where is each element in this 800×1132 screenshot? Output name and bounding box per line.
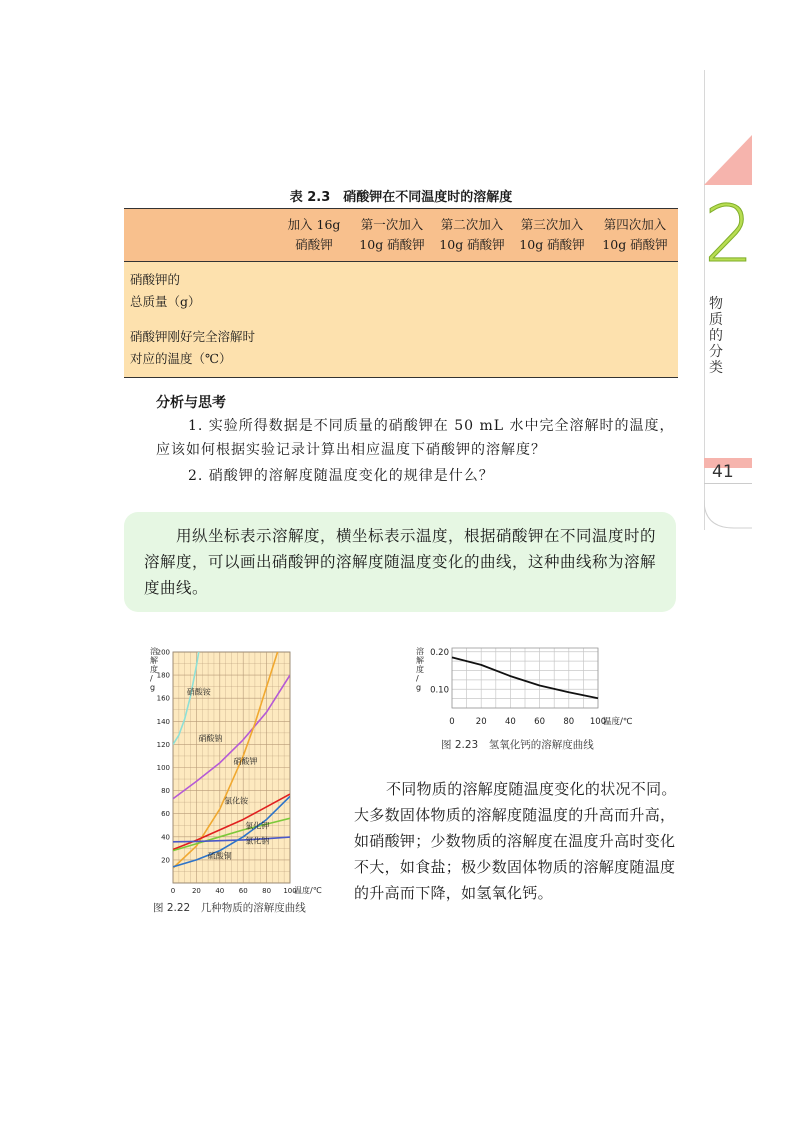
curve-label: 硫酸铜 (207, 851, 232, 861)
table-cell (512, 262, 592, 320)
table-header-cell: 第四次加入 10g 硝酸钾 (602, 217, 668, 252)
figure-caption: 图 2.22 几种物质的溶解度曲线 (153, 902, 306, 914)
table-caption: 表 2.3 硝酸钾在不同温度时的溶解度 (289, 190, 513, 205)
y-tick-label: 200 (156, 648, 170, 657)
solubility-chart-calcium-hydroxide (406, 642, 662, 732)
x-tick-label: 100 (283, 887, 297, 895)
y-tick-label: 100 (156, 764, 170, 772)
table-cell (432, 262, 512, 320)
table-header-cell: 第一次加入 10g 硝酸钾 (359, 217, 425, 252)
x-tick-label: 60 (534, 717, 546, 727)
table-cell (512, 320, 592, 378)
curve-label: 硝酸铵 (186, 687, 211, 697)
x-tick-label: 80 (563, 717, 575, 727)
y-tick-label: 160 (156, 694, 170, 703)
x-tick-label: 60 (238, 887, 248, 895)
table-header-cell: 第三次加入 10g 硝酸钾 (519, 217, 585, 252)
x-tick-label: 20 (475, 717, 487, 727)
curve-label: 氯化钾 (245, 821, 270, 831)
table-row (124, 320, 678, 378)
x-axis-label: 温度/℃ (603, 717, 633, 727)
table-cell (352, 320, 432, 378)
solubility-table (124, 208, 678, 378)
curve-label: 氯化铵 (224, 796, 249, 806)
table-cell (592, 320, 678, 378)
x-tick-label: 40 (215, 887, 225, 895)
curve-label: 氯化钠 (245, 836, 270, 846)
row-label: 硝酸钾的 总质量（g） (130, 271, 201, 309)
question-1: 1. 实验所得数据是不同质量的硝酸钾在 50 mL 水中完全溶解时的温度，应该如何根据实验记录计算出相应温度下硝酸钾的溶解度？ (156, 418, 675, 458)
x-tick-label: 100 (589, 717, 607, 727)
question-2: 2. 硝酸钾的溶解度随温度变化的规律是什么？ (188, 468, 494, 484)
x-tick-label: 0 (449, 717, 455, 727)
y-tick-label: 80 (161, 787, 170, 796)
y-tick-label: 60 (161, 810, 170, 819)
x-tick-label: 40 (504, 717, 516, 727)
y-axis-label: 溶解度/ g (150, 647, 158, 692)
page-number-underline (704, 483, 752, 484)
table-row (124, 262, 678, 320)
chapter-title: 物质的分类 (709, 296, 723, 376)
row-label: 硝酸钾刚好完全溶解时 对应的温度（℃） (130, 329, 256, 367)
y-axis-label: 溶解度/ g (416, 647, 424, 692)
x-tick-label: 0 (170, 887, 176, 895)
margin-curve (704, 500, 752, 530)
x-axis-label: 温度/℃ (294, 886, 322, 895)
solubility-chart-multi (140, 640, 340, 896)
table-header-cell (124, 209, 276, 262)
body-paragraph: 不同物质的溶解度随温度变化的状况不同。大多数固体物质的溶解度随温度的升高而升高，如硝酸钾；少数物质的溶解度在温度升高时变化不大，如食盐；极少数固体物质的溶解度随温度的升高而下降，如氢氧化钙。 (354, 780, 677, 902)
y-tick-label: 0.10 (430, 685, 449, 696)
chapter-number: 2 (704, 190, 754, 280)
analysis-heading: 分析与思考 (156, 395, 226, 411)
margin-triangle (704, 135, 752, 185)
table-header-cell: 第二次加入 10g 硝酸钾 (439, 217, 505, 252)
table-header-row (124, 209, 678, 262)
y-tick-label: 20 (161, 856, 170, 865)
curve-label: 硝酸钠 (198, 733, 223, 743)
table-cell (276, 320, 352, 378)
table-header-cell: 加入 16g 硝酸钾 (287, 217, 341, 252)
y-tick-label: 120 (156, 740, 170, 749)
y-tick-label: 40 (161, 833, 170, 842)
definition-text: 用纵坐标表示溶解度，横坐标表示温度，根据硝酸钾在不同温度时的溶解度，可以画出硝酸钾的溶解度随温度变化的曲线，这种曲线称为溶解度曲线。 (144, 527, 657, 597)
table-cell (432, 320, 512, 378)
page-number: 41 (712, 462, 734, 482)
x-tick-label: 20 (191, 887, 201, 895)
table-cell (276, 262, 352, 320)
y-tick-label: 180 (156, 671, 170, 680)
table-cell (592, 262, 678, 320)
curve-label: 硝酸钾 (233, 757, 258, 767)
table-cell (352, 262, 432, 320)
figure-caption: 图 2.23 氢氧化钙的溶解度曲线 (441, 739, 594, 751)
x-tick-label: 80 (262, 887, 272, 895)
y-tick-label: 0.20 (430, 647, 449, 658)
y-tick-label: 140 (156, 717, 170, 726)
